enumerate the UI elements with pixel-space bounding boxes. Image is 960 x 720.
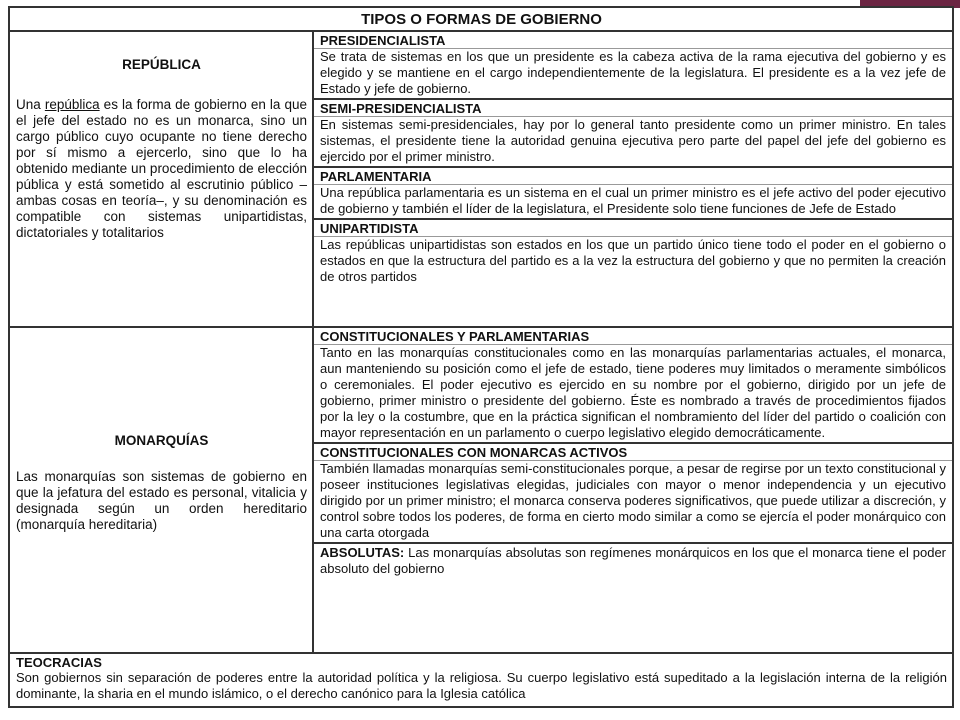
type-text: Las monarquías absolutas son regímenes monárquicos en los que el monarca tiene el poder absoluto del gobierno [320, 545, 946, 576]
republica-desc-start: Una [16, 97, 45, 112]
type-name: UNIPARTIDISTA [314, 220, 952, 237]
type-text: Una república parlamentaria es un sistema en el cual un primer ministro es el jefe activo del poder ejecutivo de gobierno y también el líder de la legislatura, el Presidente solo tiene funciones de Jefe de Estado [320, 185, 946, 216]
type-text: Las repúblicas unipartidistas son estados en los que un partido único tiene todo el poder en el gobierno o estados en que la estructura del partido es a la vez la estructura del gobierno y que no permiten la creación de otros partidos [320, 237, 946, 284]
type-name: PRESIDENCIALISTA [314, 32, 952, 49]
table-title: TIPOS O FORMAS DE GOBIERNO [9, 7, 953, 31]
type-semi-presidencialista [314, 98, 952, 166]
type-constitucionales-monarcas-activos [314, 442, 952, 542]
type-name: CONSTITUCIONALES CON MONARCAS ACTIVOS [314, 444, 952, 461]
type-name: SEMI-PRESIDENCIALISTA [314, 100, 952, 117]
type-text: También llamadas monarquías semi-constitucionales porque, a pesar de regirse por un texto constitucional y poseer instituciones legislativas elegidas, judiciales con mayor o menor independencia y un ejecutivo dirigido por un primer ministro; el monarca conserva poderes significativos, que puede utilizar a discreción, y control sobre todos los poderes, de forma en cierto modo similar a como se ejercía el poder monárquico con una carta otorgada [320, 461, 946, 540]
monarquias-types-cell [313, 327, 953, 653]
teocracias-text: Son gobiernos sin separación de poderes entre la autoridad política y la religiosa. Su cuerpo legislativo está supeditado a la legislación interna de la religión dominante, la sharia en el mundo islámico, o el derecho canónico para la Iglesia católica [16, 670, 947, 701]
republica-types-cell [313, 31, 953, 327]
type-text: En sistemas semi-presidenciales, hay por lo general tanto presidente como un primer ministro. En tales sistemas, el presidente tiene la autoridad genuina ejecutiva pero parte del papel del jefe del gobierno es ejercido por el primer ministro. [320, 117, 946, 164]
type-absolutas [314, 542, 952, 578]
type-text: Se trata de sistemas en los que un presidente es la cabeza activa de la rama ejecutiva del gobierno y es elegido y se mantiene en el cargo independientemente de la legislatura. El presidente es a la vez jefe de Estado y jefe de gobierno. [320, 49, 946, 96]
monarquias-cell [9, 327, 313, 653]
republica-cell [9, 31, 313, 327]
forms-of-government-table [8, 6, 954, 708]
republica-heading: REPÚBLICA [122, 57, 201, 72]
type-name: CONSTITUCIONALES Y PARLAMENTARIAS [314, 328, 952, 345]
republica-link[interactable]: república [44, 97, 100, 112]
absolutas-paragraph [320, 545, 946, 577]
type-presidencialista [314, 32, 952, 98]
type-parlamentaria [314, 166, 952, 218]
type-constitucionales-parlamentarias [314, 328, 952, 442]
monarquias-description: Las monarquías son sistemas de gobierno en que la jefatura del estado es personal, vitalicia y designada según un orden hereditario (monarquía hereditaria) [16, 469, 307, 532]
republica-desc-rest: es la forma de gobierno en la que el jefe del estado no es un monarca, sino un cargo público cuyo ocupante no tiene derecho por sí mismo a ejercerlo, sino que lo ha obtenido mediante un procedimiento de elección pública y está sometido al escrutinio público –ambas cosas en teoría–, y su denominación es compatible con sistemas unipartidistas, dictatoriales y totalitarios [16, 97, 307, 240]
teocracias-cell [9, 653, 953, 707]
type-unipartidista [314, 218, 952, 286]
republica-description [16, 97, 307, 241]
type-name: ABSOLUTAS: [320, 545, 405, 560]
monarquias-heading: MONARQUÍAS [114, 433, 209, 448]
type-text: Tanto en las monarquías constitucionales como en las monarquías parlamentarias actuales, el monarca, aun manteniendo su posición como el jefe de estado, tiene poderes muy limitados o meramente simbólicos o ceremoniales. El poder ejecutivo es ejercido en su nombre por el gobierno, dirigido por un jefe de gobierno, primer ministro o presidente del gobierno. Éste es nombrado a través de procedimientos fijados por la ley o la costumbre, que en la práctica significan el nombramiento del líder del partido o coalición con mayor representación en un parlamento o cuerpo legislativo elegido democráticamente. [320, 345, 946, 440]
teocracias-heading: TEOCRACIAS [16, 655, 102, 670]
type-name: PARLAMENTARIA [314, 168, 952, 185]
